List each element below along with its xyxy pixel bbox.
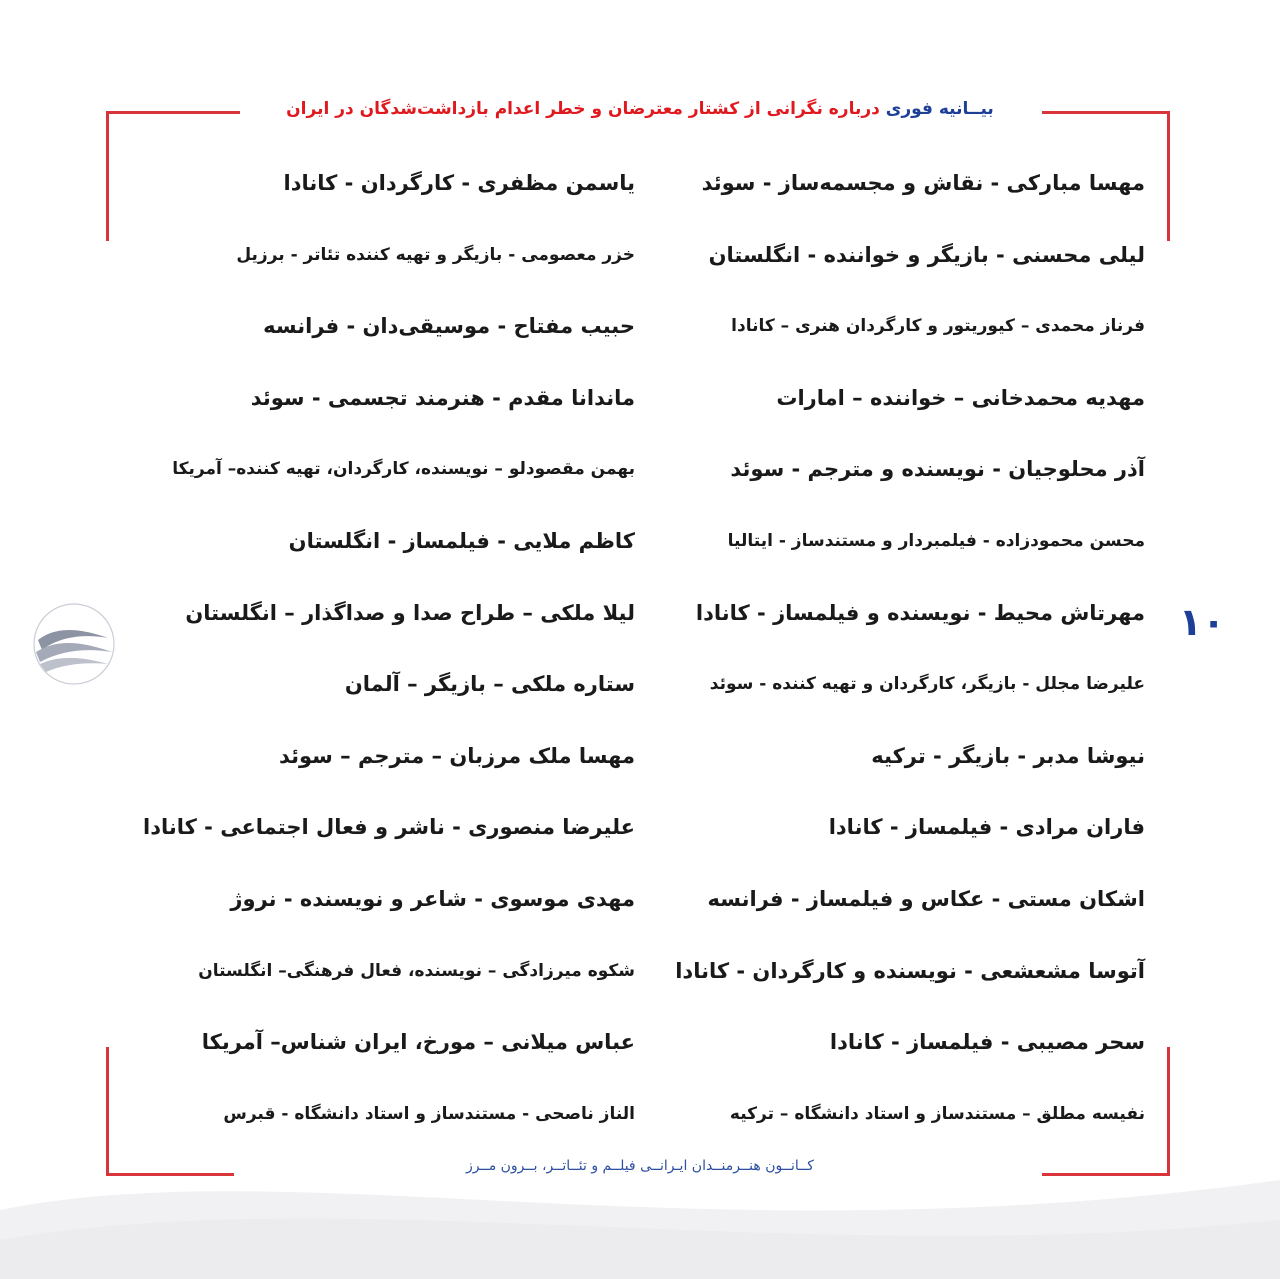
signatory-row: آذر محلوجیان - نویسنده و مترجم - سوئد	[730, 457, 1145, 482]
signatory-row: مهسا مبارکی - نقاش و مجسمه‌ساز - سوئد	[701, 171, 1145, 195]
signatory-row: یاسمن مظفری - کارگردان - کانادا	[283, 171, 635, 195]
frame-left-lower	[106, 1047, 109, 1176]
signatory-row: ستاره ملکی – بازیگر – آلمان	[344, 672, 635, 697]
frame-top-right	[1042, 111, 1170, 114]
signatories-left-column	[143, 148, 635, 1150]
organization-logo-icon	[28, 598, 120, 690]
title-rest: درباره نگرانی از کشتار معترضان و خطر اعدام بازداشت‌شدگان در ایران	[286, 99, 880, 119]
signatory-row: لیلی محسنی - بازیگر و خواننده - انگلستان	[708, 242, 1145, 267]
signatory-row: سحر مصیبی - فیلمساز - کانادا	[829, 1030, 1145, 1055]
signatory-row: الناز ناصحی - مستندساز و استاد دانشگاه - قبرس	[223, 1103, 635, 1124]
signatory-row: فرناز محمدی – کیوریتور و کارگردان هنری – کانادا	[731, 316, 1145, 337]
signatory-row: مهدیه محمدخانی – خواننده – امارات	[776, 385, 1145, 410]
signatory-row: نفیسه مطلق – مستندساز و استاد دانشگاه – ترکیه	[729, 1103, 1145, 1124]
title-lead: بیــانیه فوری	[885, 99, 994, 119]
signatory-row: عباس میلانی – مورخ، ایران شناس– آمریکا	[201, 1030, 635, 1055]
signatory-row: فاران مرادی - فیلمساز - کانادا	[828, 815, 1145, 840]
frame-bottom-left	[106, 1173, 234, 1176]
frame-right-upper	[1167, 111, 1170, 241]
footer-organization: کــانــون هنــرمنــدان ایـرانــی فیلــم و تئــاتــر، بــرون مــرز	[466, 1158, 814, 1174]
signatory-row: خزر معصومی - بازیگر و تهیه کننده تئاتر - برزیل	[236, 244, 635, 265]
signatory-row: مهرتاش محیط - نویسنده و فیلمساز - کانادا	[695, 600, 1145, 625]
page-title	[240, 92, 1040, 126]
signatory-row: مهسا ملک مرزبان – مترجم – سوئد	[279, 743, 635, 768]
signatory-row: نیوشا مدبر - بازیگر - ترکیه	[871, 743, 1145, 768]
frame-bottom-right	[1042, 1173, 1170, 1176]
signatory-row: محسن محمودزاده - فیلمبردار و مستندساز - ایتالیا	[727, 530, 1145, 551]
signatory-row: بهمن مقصودلو – نویسنده، کارگردان، تهیه کننده– آمریکا	[172, 459, 635, 480]
signatory-row: کاظم ملایی - فیلمساز - انگلستان	[288, 528, 635, 553]
signatory-row: ماندانا مقدم - هنرمند تجسمی - سوئد	[250, 385, 635, 410]
signatory-row: حبیب مفتاح - موسیقی‌دان - فرانسه	[263, 314, 635, 339]
frame-right-lower	[1167, 1047, 1170, 1176]
signatory-row: لیلا ملکی – طراح صدا و صداگذار – انگلستان	[185, 600, 635, 625]
frame-top-left	[106, 111, 240, 114]
page-number: ۱۰	[1178, 600, 1226, 644]
signatory-row: آتوسا مشعشعی - نویسنده و کارگردان - کانادا	[675, 958, 1145, 983]
signatory-row: علیرضا مجلل - بازیگر، کارگردان و تهیه کننده - سوئد	[709, 674, 1145, 695]
signatories-right-column	[660, 148, 1145, 1150]
signatory-row: شکوه میرزادگی – نویسنده، فعال فرهنگی– انگلستان	[198, 960, 635, 981]
signatory-row: مهدی موسوی - شاعر و نویسنده - نروژ	[230, 886, 635, 911]
signatory-row: اشکان مستی - عکاس و فیلمساز - فرانسه	[707, 886, 1145, 911]
signatory-row: علیرضا منصوری - ناشر و فعال اجتماعی - کانادا	[143, 815, 635, 840]
frame-left-upper	[106, 111, 109, 241]
